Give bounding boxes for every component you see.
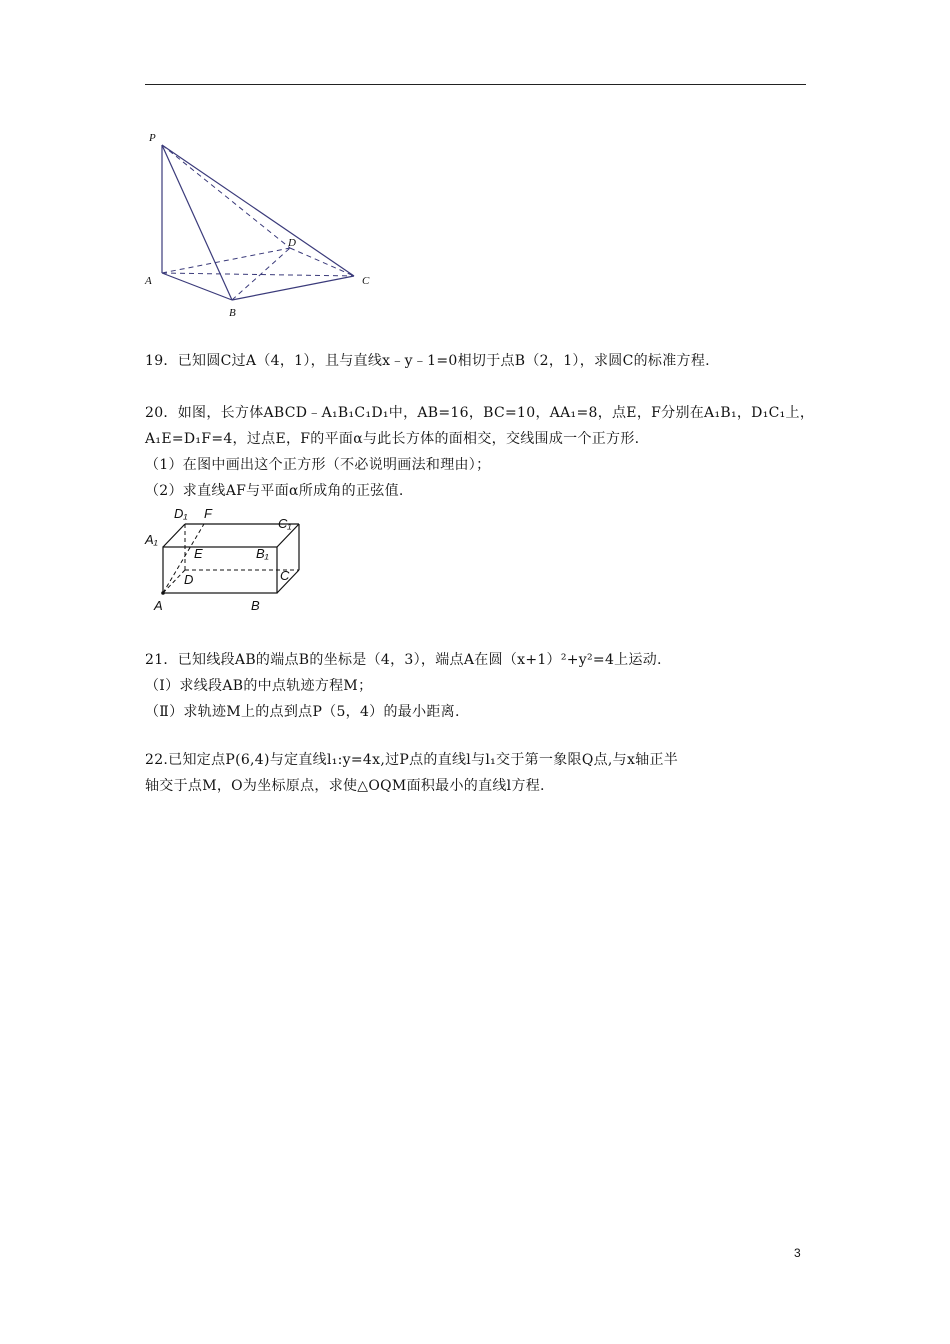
vertex-label-p: P <box>149 132 156 144</box>
box-figure <box>140 500 310 618</box>
question-22 <box>145 747 810 799</box>
question-20-line-2: A₁E=D₁F=4，过点E，F的平面α与此长方体的面相交，交线围成一个正方形. <box>145 431 640 447</box>
vertex-label-d1: D₁ <box>174 506 188 521</box>
page-number: 3 <box>794 1246 801 1260</box>
vertex-label-d: D <box>184 572 194 587</box>
vertex-label-a: A <box>145 275 152 287</box>
vertex-label-d: D <box>288 237 296 249</box>
question-19 <box>145 348 810 374</box>
question-20-line-4: （2）求直线AF与平面α所成角的正弦值. <box>145 483 404 499</box>
question-22-line-2: 轴交于点M，O为坐标原点，求使△OQM面积最小的直线l方程. <box>145 778 545 794</box>
question-20 <box>145 400 815 504</box>
question-21 <box>145 647 810 725</box>
header-rule <box>145 84 806 85</box>
question-21-line-1: 21．已知线段AB的端点B的坐标是（4，3），端点A在圆（x+1）²+y²=4上运动. <box>145 652 662 668</box>
question-21-line-3: （Ⅱ）求轨迹M上的点到点P（5，4）的最小距离. <box>145 704 460 720</box>
vertex-label-c1: C₁ <box>278 516 292 531</box>
vertex-label-a1: A₁ <box>145 532 158 547</box>
question-19-text: 19．已知圆C过A（4，1），且与直线x﹣y﹣1=0相切于点B（2，1），求圆C的标准方程. <box>145 353 710 369</box>
vertex-label-b: B <box>251 598 260 613</box>
vertex-label-b1: B₁ <box>256 546 269 561</box>
pyramid-figure <box>140 125 380 325</box>
question-20-line-3: （1）在图中画出这个正方形（不必说明画法和理由）； <box>145 457 491 473</box>
question-21-line-2: （Ⅰ）求线段AB的中点轨迹方程M； <box>145 678 373 694</box>
question-22-line-1: 22.已知定点P(6,4)与定直线l₁:y=4x,过P点的直线l与l₁交于第一象限Q点,与x轴正半 <box>145 752 679 768</box>
vertex-label-b: B <box>229 307 236 319</box>
question-20-line-1: 20．如图，长方体ABCD﹣A₁B₁C₁D₁中，AB=16，BC=10，AA₁=8，点E，F分别在A₁B₁，D₁C₁上， <box>145 405 815 421</box>
vertex-label-c: C <box>280 568 290 583</box>
point-label-e: E <box>194 546 203 561</box>
vertex-label-a: A <box>154 598 163 613</box>
point-label-f: F <box>204 506 212 521</box>
vertex-label-c: C <box>362 275 370 287</box>
